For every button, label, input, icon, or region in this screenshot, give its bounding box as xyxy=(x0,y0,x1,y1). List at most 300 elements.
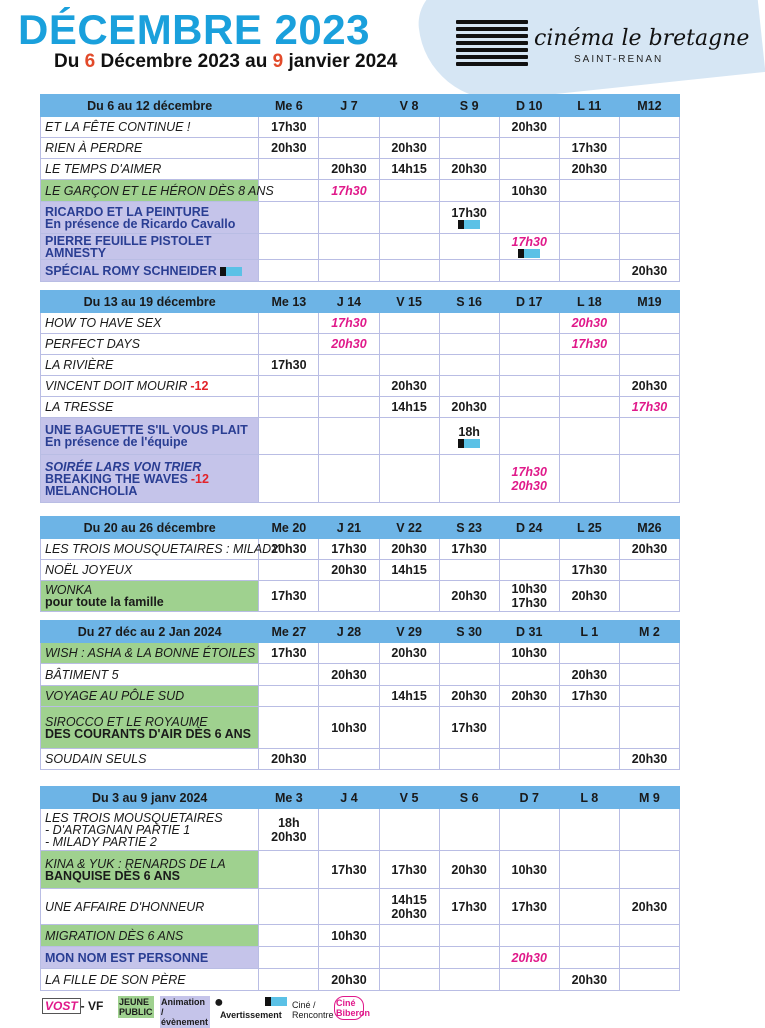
session-cell xyxy=(319,643,379,664)
session-cell xyxy=(379,707,439,749)
film-row xyxy=(41,455,680,503)
film-row xyxy=(41,539,680,560)
session-time: 20h30 xyxy=(331,563,367,577)
session-cell xyxy=(259,851,319,889)
week-label: Du 27 déc au 2 Jan 2024 xyxy=(41,621,259,643)
session-time: 17h30 xyxy=(631,400,668,414)
session-cell xyxy=(499,969,559,991)
session-cell xyxy=(259,117,319,138)
session-cell xyxy=(499,180,559,202)
session-cell xyxy=(619,418,679,455)
session-cell xyxy=(319,334,379,355)
film-title-line2: BANQUISE DÈS 6 ANS xyxy=(45,868,180,883)
legend-animation: Animation / évènement xyxy=(161,997,209,1027)
session-cell xyxy=(559,138,619,159)
film-title-text: HOW TO HAVE SEX xyxy=(45,316,162,330)
film-row xyxy=(41,749,680,770)
session-time: 20h30 xyxy=(451,689,487,703)
session-cell xyxy=(259,889,319,925)
brand-name: cinéma le bretagne xyxy=(534,26,750,51)
film-title xyxy=(41,889,259,925)
session-cell xyxy=(619,202,679,234)
session-cell xyxy=(259,749,319,770)
day-header: M 9 xyxy=(619,787,679,809)
session-cell xyxy=(379,539,439,560)
session-cell xyxy=(259,397,319,418)
film-title-text: WISH : ASHA & LA BONNE ÉTOILES xyxy=(45,646,256,660)
session-time: 20h30 xyxy=(271,829,307,844)
session-time: 17h30 xyxy=(571,141,608,155)
session-cell xyxy=(259,355,319,376)
day-header: D 7 xyxy=(499,787,559,809)
session-cell xyxy=(559,707,619,749)
session-cell xyxy=(319,664,379,686)
session-cell xyxy=(259,664,319,686)
film-title-text: RICARDO ET LA PEINTURE xyxy=(45,204,210,219)
session-cell xyxy=(499,925,559,947)
day-header: L 25 xyxy=(559,517,619,539)
week-table xyxy=(40,94,680,282)
film-title xyxy=(41,643,259,664)
session-cell xyxy=(319,202,379,234)
session-cell xyxy=(499,376,559,397)
session-cell xyxy=(319,260,379,282)
session-cell xyxy=(619,159,679,180)
film-title-text: SOIRÉE LARS VON TRIER xyxy=(45,459,202,474)
session-cell xyxy=(319,969,379,991)
session-cell xyxy=(259,138,319,159)
session-time: 20h30 xyxy=(391,542,427,556)
film-title-text: LA RIVIÈRE xyxy=(45,358,114,372)
film-title-text: KINA & YUK : RENARDS DE LA xyxy=(45,856,226,871)
film-row xyxy=(41,889,680,925)
film-title xyxy=(41,560,259,581)
session-cell xyxy=(559,355,619,376)
session-cell xyxy=(559,925,619,947)
film-title-line3: - MILADY PARTIE 2 xyxy=(45,834,157,849)
film-title xyxy=(41,313,259,334)
film-title xyxy=(41,334,259,355)
session-cell xyxy=(619,117,679,138)
session-cell xyxy=(439,355,499,376)
session-cell xyxy=(619,334,679,355)
session-cell xyxy=(559,560,619,581)
session-time: 20h30 xyxy=(391,141,427,155)
session-cell xyxy=(439,969,499,991)
day-header: V 15 xyxy=(379,291,439,313)
session-time: 20h30 xyxy=(631,752,668,766)
session-cell xyxy=(619,889,679,925)
session-cell xyxy=(379,581,439,612)
session-cell xyxy=(439,686,499,707)
film-title-text: WONKA xyxy=(45,583,93,597)
session-cell xyxy=(259,581,319,612)
day-header: Me 13 xyxy=(259,291,319,313)
session-cell xyxy=(619,560,679,581)
session-cell xyxy=(439,138,499,159)
session-cell xyxy=(559,969,619,991)
session-cell xyxy=(379,260,439,282)
session-cell xyxy=(559,749,619,770)
session-cell xyxy=(379,418,439,455)
session-cell xyxy=(499,138,559,159)
film-title-text: SPÉCIAL ROMY SCHNEIDER xyxy=(45,263,217,278)
session-cell xyxy=(559,947,619,969)
session-cell xyxy=(379,202,439,234)
session-cell xyxy=(439,925,499,947)
session-time: 20h30 xyxy=(271,542,307,556)
film-title-line2: BREAKING THE WAVES -12 xyxy=(45,471,209,486)
day-header: Me 3 xyxy=(259,787,319,809)
session-cell xyxy=(379,455,439,503)
session-cell xyxy=(379,234,439,260)
session-cell xyxy=(379,809,439,851)
ticket-icon xyxy=(458,439,480,448)
session-cell xyxy=(619,455,679,503)
film-title xyxy=(41,581,259,612)
film-title xyxy=(41,180,274,202)
legend-vf-label: - VF xyxy=(80,999,104,1013)
week-table xyxy=(40,290,680,503)
day-header: Me 20 xyxy=(259,517,319,539)
session-cell xyxy=(619,260,679,282)
film-title-text: ET LA FÊTE CONTINUE ! xyxy=(45,120,191,134)
session-cell xyxy=(499,202,559,234)
session-time: 20h30 xyxy=(511,689,547,703)
session-cell xyxy=(619,851,679,889)
session-cell xyxy=(259,643,319,664)
session-cell xyxy=(619,643,679,664)
session-cell xyxy=(439,313,499,334)
session-time: 20h30 xyxy=(451,862,487,877)
film-title-text: LES TROIS MOUSQUETAIRES : MILADY xyxy=(45,542,280,556)
subtitle-start-day: 6 xyxy=(84,51,96,72)
session-cell xyxy=(319,560,379,581)
week-header xyxy=(41,621,680,643)
film-row xyxy=(41,925,680,947)
film-title xyxy=(41,234,259,260)
session-time: 20h30 xyxy=(571,316,608,330)
cinema-logo xyxy=(456,20,750,80)
film-title-line2: DES COURANTS D'AIR DÈS 6 ANS xyxy=(45,726,252,741)
session-cell xyxy=(319,138,379,159)
session-cell xyxy=(259,234,319,260)
day-header: M26 xyxy=(619,517,679,539)
session-cell xyxy=(319,355,379,376)
session-cell xyxy=(559,159,619,180)
session-cell xyxy=(619,664,679,686)
session-cell xyxy=(319,947,379,969)
week-label: Du 3 au 9 janv 2024 xyxy=(41,787,259,809)
week-header xyxy=(41,291,680,313)
session-cell xyxy=(319,925,379,947)
film-title xyxy=(41,117,259,138)
session-time: 17h30 xyxy=(331,862,367,877)
day-header: J 28 xyxy=(319,621,379,643)
session-cell xyxy=(259,418,319,455)
day-header: L 1 xyxy=(559,621,619,643)
session-cell xyxy=(439,851,499,889)
day-header: L 18 xyxy=(559,291,619,313)
legend-biberon: Ciné Biberon xyxy=(336,998,371,1018)
legend-vost-label: VOST xyxy=(42,998,81,1014)
session-time: 20h30 xyxy=(271,141,307,155)
session-cell xyxy=(499,397,559,418)
film-title-text: VINCENT DOIT MOURIR xyxy=(45,379,188,393)
week-table xyxy=(40,786,680,991)
film-row xyxy=(41,117,680,138)
session-cell xyxy=(319,851,379,889)
session-time: 14h15 xyxy=(391,892,427,907)
session-cell xyxy=(319,234,379,260)
day-header: M12 xyxy=(619,95,679,117)
session-time: 17h30 xyxy=(271,646,307,660)
day-header: D 31 xyxy=(499,621,559,643)
session-cell xyxy=(379,180,439,202)
session-time: 20h30 xyxy=(331,972,367,987)
session-cell xyxy=(319,749,379,770)
session-cell xyxy=(439,334,499,355)
film-title xyxy=(41,159,259,180)
session-cell xyxy=(499,117,559,138)
session-cell xyxy=(559,455,619,503)
day-header: V 5 xyxy=(379,787,439,809)
session-cell xyxy=(499,159,559,180)
session-cell xyxy=(559,889,619,925)
session-time: 20h30 xyxy=(571,589,608,603)
session-time: 20h30 xyxy=(331,667,367,682)
film-title-text: MON NOM EST PERSONNE xyxy=(45,950,209,965)
session-cell xyxy=(319,707,379,749)
session-cell xyxy=(379,397,439,418)
brand-location: SAINT-RENAN xyxy=(574,54,664,65)
session-cell xyxy=(379,159,439,180)
day-header: S 6 xyxy=(439,787,499,809)
session-cell xyxy=(439,376,499,397)
session-cell xyxy=(499,707,559,749)
day-header: J 4 xyxy=(319,787,379,809)
day-header: M19 xyxy=(619,291,679,313)
session-cell xyxy=(319,539,379,560)
session-cell xyxy=(259,334,319,355)
day-header: L 8 xyxy=(559,787,619,809)
session-cell xyxy=(379,889,439,925)
film-title xyxy=(41,397,259,418)
ticket-icon xyxy=(518,249,540,258)
session-cell xyxy=(319,313,379,334)
session-cell xyxy=(619,809,679,851)
session-cell xyxy=(559,334,619,355)
session-cell xyxy=(559,234,619,260)
session-cell xyxy=(259,202,319,234)
session-cell xyxy=(619,539,679,560)
day-header: D 10 xyxy=(499,95,559,117)
session-cell xyxy=(319,418,379,455)
page-title: DÉCEMBRE 2023 xyxy=(18,6,370,53)
session-cell xyxy=(439,749,499,770)
session-cell xyxy=(559,643,619,664)
film-title-text: SOUDAIN SEULS xyxy=(45,752,147,766)
session-cell xyxy=(439,539,499,560)
session-cell xyxy=(379,947,439,969)
session-time: 17h30 xyxy=(451,542,487,556)
session-cell xyxy=(619,686,679,707)
session-cell xyxy=(439,947,499,969)
film-title-text: LE GARÇON ET LE HÉRON DÈS 8 ANS xyxy=(45,183,274,198)
session-cell xyxy=(319,455,379,503)
session-cell xyxy=(379,376,439,397)
session-cell xyxy=(439,117,499,138)
session-cell xyxy=(379,664,439,686)
session-cell xyxy=(619,180,679,202)
film-row xyxy=(41,334,680,355)
film-note: En présence de l'équipe xyxy=(45,435,188,449)
film-row xyxy=(41,159,680,180)
day-header: S 30 xyxy=(439,621,499,643)
session-cell xyxy=(319,809,379,851)
film-row xyxy=(41,560,680,581)
session-cell xyxy=(619,234,679,260)
session-cell xyxy=(259,313,319,334)
day-header: D 24 xyxy=(499,517,559,539)
session-cell xyxy=(379,686,439,707)
session-cell xyxy=(559,539,619,560)
session-time: 20h30 xyxy=(391,379,427,393)
session-cell xyxy=(439,664,499,686)
session-time: 17h30 xyxy=(571,337,608,351)
film-title-text: PERFECT DAYS xyxy=(45,337,140,351)
film-row xyxy=(41,418,680,455)
session-time: 17h30 xyxy=(271,589,307,603)
session-cell xyxy=(439,397,499,418)
film-row xyxy=(41,138,680,159)
film-row xyxy=(41,581,680,612)
film-title-line3: MELANCHOLIA xyxy=(45,483,138,498)
film-row xyxy=(41,397,680,418)
day-header: J 21 xyxy=(319,517,379,539)
film-title xyxy=(41,925,259,947)
session-time: 17h30 xyxy=(571,689,608,703)
session-time: 14h15 xyxy=(391,689,427,703)
ticket-icon xyxy=(458,220,480,229)
session-cell xyxy=(559,418,619,455)
legend-avertissement: Avertissement xyxy=(220,1010,282,1020)
session-cell xyxy=(619,581,679,612)
subtitle-prefix: Du xyxy=(54,51,85,72)
day-header: V 8 xyxy=(379,95,439,117)
film-title-text: NOËL JOYEUX xyxy=(45,563,133,577)
session-cell xyxy=(499,664,559,686)
session-time: 10h30 xyxy=(511,862,547,877)
day-header: D 17 xyxy=(499,291,559,313)
session-cell xyxy=(619,947,679,969)
session-time: 17h30 xyxy=(451,206,487,220)
subtitle-suffix: janvier 2024 xyxy=(283,51,398,72)
session-time: 20h30 xyxy=(571,972,608,987)
session-cell xyxy=(499,889,559,925)
session-time: 17h30 xyxy=(331,183,367,198)
session-time: 18h xyxy=(278,815,300,830)
session-cell xyxy=(379,334,439,355)
session-cell xyxy=(379,313,439,334)
session-cell xyxy=(259,455,319,503)
film-row xyxy=(41,707,680,749)
session-time: 20h30 xyxy=(631,379,668,393)
film-title-text: PIERRE FEUILLE PISTOLET AMNESTY xyxy=(45,233,212,260)
film-row xyxy=(41,260,680,282)
film-title xyxy=(41,138,259,159)
session-cell xyxy=(559,260,619,282)
day-header: Me 27 xyxy=(259,621,319,643)
session-time: 14h15 xyxy=(391,563,427,577)
session-cell xyxy=(259,560,319,581)
session-cell xyxy=(619,925,679,947)
film-row xyxy=(41,376,680,397)
session-cell xyxy=(499,234,559,260)
legend-jeune-public: JEUNE PUBLIC xyxy=(119,997,153,1017)
session-cell xyxy=(619,969,679,991)
film-title xyxy=(41,707,259,749)
film-row xyxy=(41,180,680,202)
week-table xyxy=(40,620,680,770)
age-warning: -12 xyxy=(190,379,209,393)
film-reel-icon xyxy=(456,20,528,70)
session-time: 20h30 xyxy=(631,899,668,914)
session-cell xyxy=(259,159,319,180)
session-cell xyxy=(499,581,559,612)
legend-vost xyxy=(42,1001,103,1011)
session-cell xyxy=(559,686,619,707)
session-cell xyxy=(379,969,439,991)
session-cell xyxy=(319,159,379,180)
session-time: 20h30 xyxy=(631,263,668,278)
day-header: S 23 xyxy=(439,517,499,539)
age-warning: -12 xyxy=(190,471,209,486)
session-time: 17h30 xyxy=(271,120,307,134)
session-cell xyxy=(439,455,499,503)
session-time: 17h30 xyxy=(331,316,367,330)
session-cell xyxy=(559,851,619,889)
film-title-text: MIGRATION DÈS 6 ANS xyxy=(45,928,184,943)
session-cell xyxy=(379,851,439,889)
legend-rencontre: Ciné / Rencontre xyxy=(292,1000,334,1020)
subtitle-middle: Décembre 2023 au xyxy=(95,51,273,72)
film-title-text: RIEN À PERDRE xyxy=(45,141,143,155)
day-header: S 9 xyxy=(439,95,499,117)
film-title xyxy=(41,376,259,397)
warning-icon: ● xyxy=(214,994,224,1011)
session-cell xyxy=(319,397,379,418)
day-header: J 14 xyxy=(319,291,379,313)
session-cell xyxy=(379,138,439,159)
session-time: 10h30 xyxy=(511,183,547,198)
session-cell xyxy=(619,355,679,376)
ticket-icon xyxy=(262,996,287,1006)
session-cell xyxy=(499,643,559,664)
session-cell xyxy=(439,234,499,260)
session-time: 20h30 xyxy=(511,478,547,493)
film-title xyxy=(41,947,259,969)
film-title xyxy=(41,969,259,991)
week-header xyxy=(41,787,680,809)
session-cell xyxy=(439,260,499,282)
session-cell xyxy=(379,925,439,947)
session-cell xyxy=(559,313,619,334)
session-time: 20h30 xyxy=(331,162,367,176)
session-cell xyxy=(499,749,559,770)
legend xyxy=(42,994,682,1027)
session-time: 10h30 xyxy=(511,646,547,660)
